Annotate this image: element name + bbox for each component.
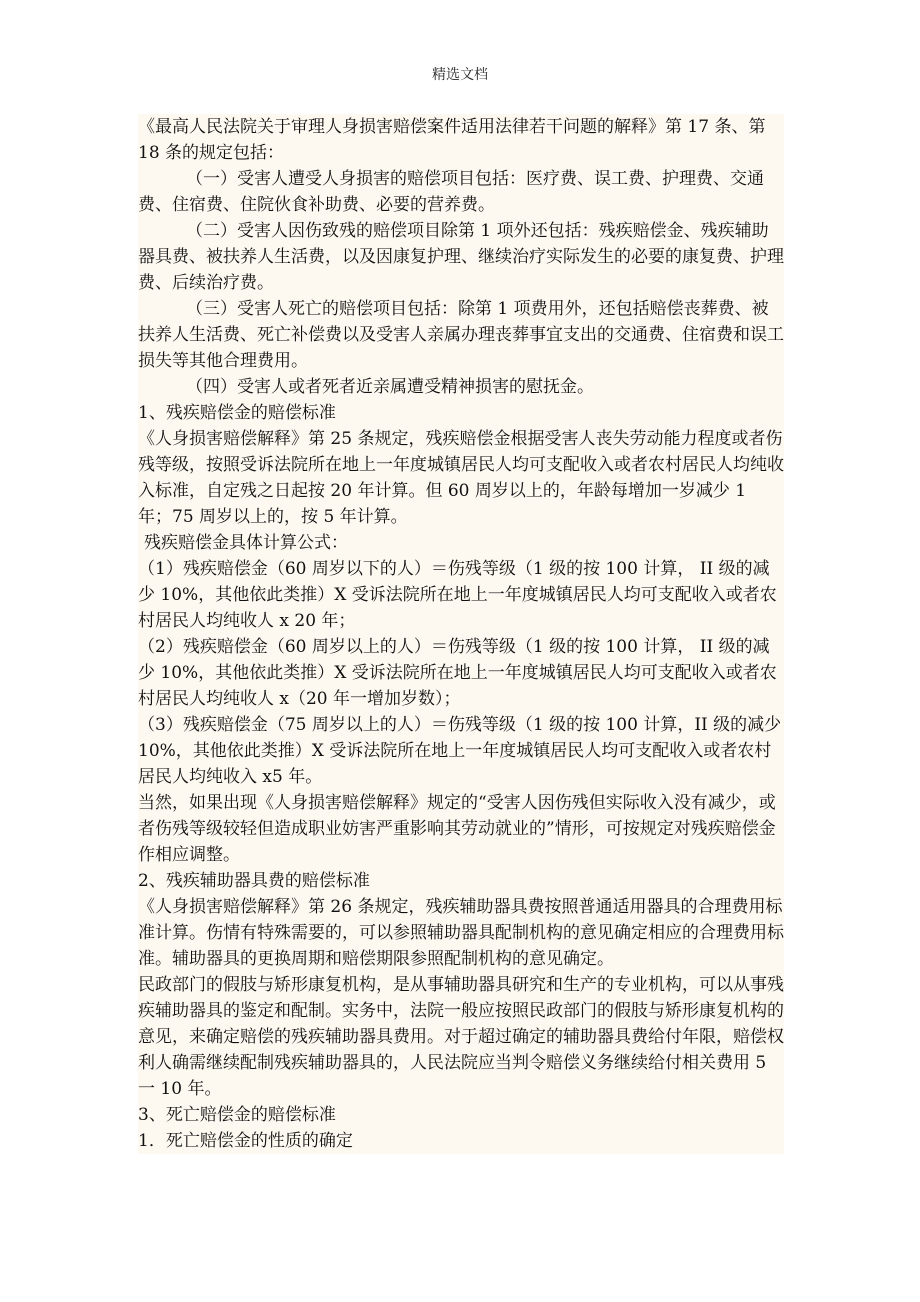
formula-paragraph: （2）残疾赔偿金（60 周岁以上的人）＝伤残等级（1 级的按 100 计算， II 级的减少 10%，其他依此类推）X 受诉法院所在地上一年度城镇居民人均可支配收入或者农村居民人均纯收人 x（20 年一增加岁数）；	[138, 637, 777, 709]
page-header: 精选文档	[432, 67, 488, 83]
subsection-heading: 1．死亡赔偿金的性质的确定	[138, 1131, 353, 1151]
paragraph: 《最高人民法院关于审理人身损害赔偿案件适用法律若干问题的解释》第 17 条、第 18 条的规定包括：	[138, 117, 766, 163]
section-heading: 2、残疾辅助器具费的赔偿标准	[138, 871, 370, 891]
paragraph: 民政部门的假肢与矫形康复机构，是从事辅助器具研究和生产的专业机构，可以从事残疾辅助器具的鉴定和配制。实务中，法院一般应按照民政部门的假肢与矫形康复机构的意见，来确定赔偿的残疾辅助器具费用。对于超过确定的辅助器具费给付年限，赔偿权利人确需继续配制残疾辅助器具的，人民法院应当判令赔偿义务继续给付相关费用 5 一 10 年。	[138, 975, 784, 1099]
paragraph: （四）受害人或者死者近亲属遭受精神损害的慰抚金。	[186, 377, 594, 397]
section-heading: 1、残疾赔偿金的赔偿标准	[138, 403, 336, 423]
paragraph: 《人身损害赔偿解释》第 26 条规定，残疾辅助器具费按照普通适用器具的合理费用标准计算。伤情有特殊需要的，可以参照辅助器具配制机构的意见确定相应的合理费用标准。辅助器具的更换周期和赔偿期限参照配制机构的意见确定。	[138, 897, 784, 969]
section-heading: 3、死亡赔偿金的赔偿标准	[138, 1105, 336, 1125]
paragraph: （二）受害人因伤致残的赔偿项目除第 1 项外还包括：残疾赔偿金、残疾辅助器具费、被扶养人生活费，以及因康复护理、继续治疗实际发生的必要的康复费、护理费、后续治疗费。	[138, 221, 784, 293]
document-body	[138, 114, 784, 1154]
formula-paragraph: （1）残疾赔偿金（60 周岁以下的人）＝伤残等级（1 级的按 100 计算， II 级的减少 10%，其他依此类推）X 受诉法院所在地上一年度城镇居民人均可支配收入或者农村居民人均纯收人 x 20 年；	[138, 559, 777, 631]
paragraph: 残疾赔偿金具体计算公式：	[144, 533, 348, 553]
formula-paragraph: （3）残疾赔偿金（75 周岁以上的人）＝伤残等级（1 级的按 100 计算，II 级的减少 10%，其他依此类推）X 受诉法院所在地上一年度城镇居民人均可支配收入或者农村居民人均纯收入 x5 年。	[138, 715, 782, 787]
paragraph: 当然，如果出现《人身损害赔偿解释》规定的“受害人因伤残但实际收入没有减少，或者伤残等级较轻但造成职业妨害严重影响其劳动就业的”情形，可按规定对残疾赔偿金作相应调整。	[138, 793, 776, 865]
paragraph: 《人身损害赔偿解释》第 25 条规定，残疾赔偿金根据受害人丧失劳动能力程度或者伤残等级，按照受诉法院所在地上一年度城镇居民人均可支配收入或者农村居民人均纯收入标准，自定残之日起按 20 年计算。但 60 周岁以上的，年龄每增加一岁减少 1 年；75 周岁以上的，按 5 年计算。	[138, 429, 784, 527]
paragraph: （一）受害人遭受人身损害的赔偿项目包括：医疗费、误工费、护理费、交通费、住宿费、住院伙食补助费、必要的营养费。	[138, 169, 764, 215]
paragraph: （三）受害人死亡的赔偿项目包括：除第 1 项费用外，还包括赔偿丧葬费、被扶养人生活费、死亡补偿费以及受害人亲属办理丧葬事宜支出的交通费、住宿费和误工损失等其他合理费用。	[138, 299, 784, 371]
